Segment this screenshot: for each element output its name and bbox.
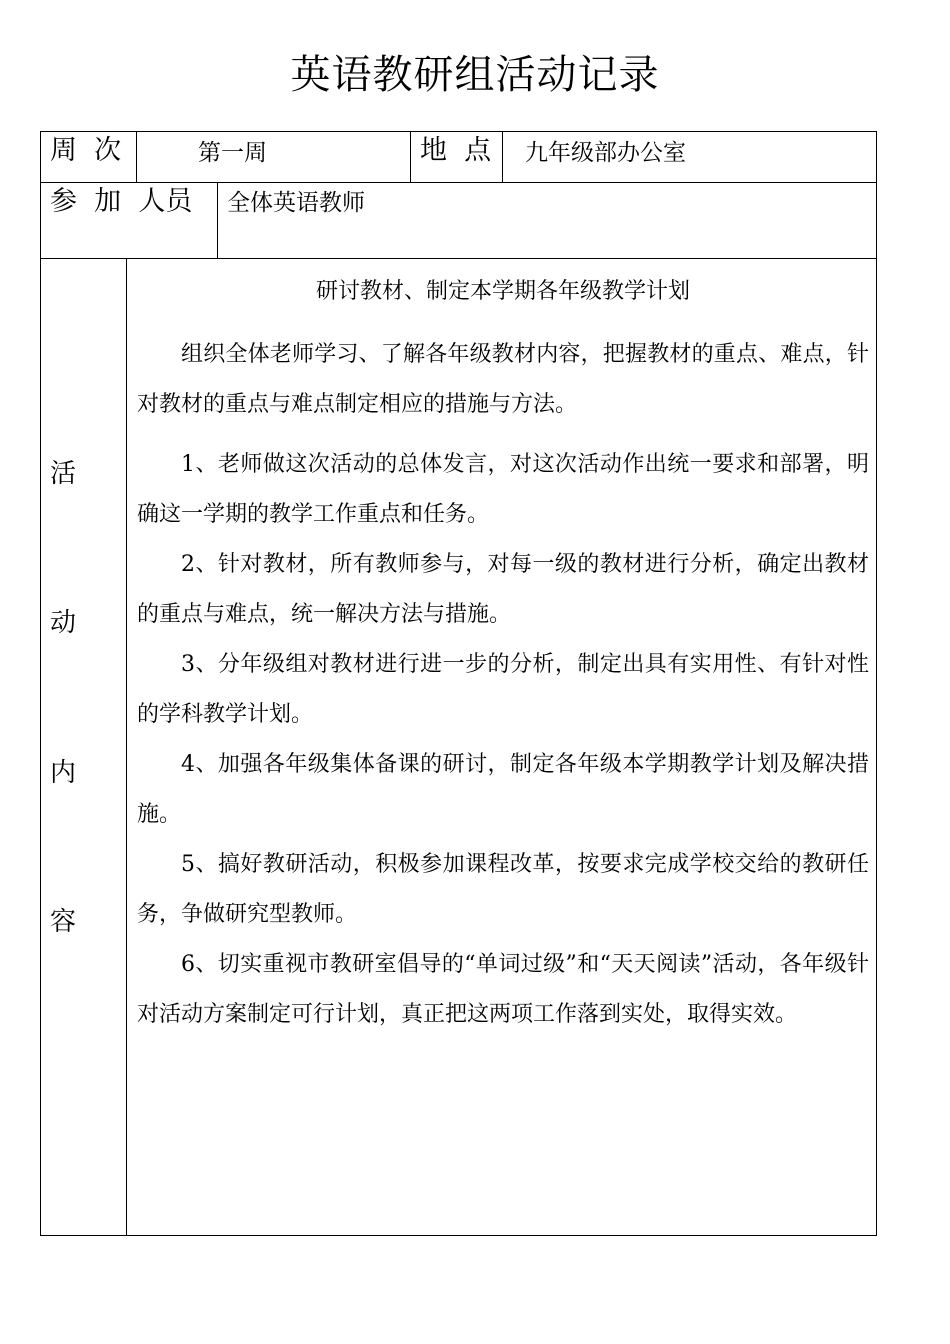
page-title: 英语教研组活动记录 [290, 52, 660, 98]
col-divider-activity [126, 258, 127, 1236]
activity-label-char: 活 [50, 459, 77, 489]
col-divider-week [136, 131, 137, 183]
activity-paragraph: 1、老师做这次活动的总体发言，对这次活动作出统一要求和部署，明确这一学期的教学工作重点和任务。 [137, 452, 869, 527]
week-label: 周 次 [50, 135, 122, 166]
col-divider-participants [217, 182, 218, 259]
week-value: 第一周 [198, 140, 267, 166]
location-label: 地 点 [420, 135, 492, 166]
location-value: 九年级部办公室 [525, 140, 686, 166]
activity-label-char: 内 [50, 758, 77, 788]
participants-label: 参 加 人员 [50, 186, 193, 217]
activity-paragraph: 5、搞好教研活动，积极参加课程改革，按要求完成学校交给的教研任务，争做研究型教师。 [137, 852, 869, 927]
col-divider-location-value [502, 131, 503, 183]
row-divider-2 [40, 258, 877, 259]
activity-content [137, 272, 869, 1040]
activity-paragraph: 3、分年级组对教材进行进一步的分析，制定出具有实用性、有针对性的学科教学计划。 [137, 652, 869, 727]
activity-paragraph: 组织全体老师学习、了解各年级教材内容，把握教材的重点、难点，针对教材的重点与难点制定相应的措施与方法。 [137, 342, 869, 417]
activity-label-char: 动 [50, 608, 77, 638]
activity-paragraph: 6、切实重视市教研室倡导的“单词过级”和“天天阅读”活动，各年级针对活动方案制定可行计划，真正把这两项工作落到实处，取得实效。 [137, 952, 869, 1027]
activity-paragraph: 4、加强各年级集体备课的研讨，制定各年级本学期教学计划及解决措施。 [137, 752, 869, 827]
row-divider-1 [40, 182, 877, 183]
col-divider-location-label [410, 131, 411, 183]
participants-value: 全体英语教师 [227, 190, 365, 216]
activity-paragraph: 2、针对教材，所有教师参与，对每一级的教材进行分析，确定出教材的重点与难点，统一解决方法与措施。 [137, 552, 869, 627]
activity-heading: 研讨教材、制定本学期各年级教学计划 [315, 279, 690, 304]
activity-label-char: 容 [50, 907, 77, 937]
